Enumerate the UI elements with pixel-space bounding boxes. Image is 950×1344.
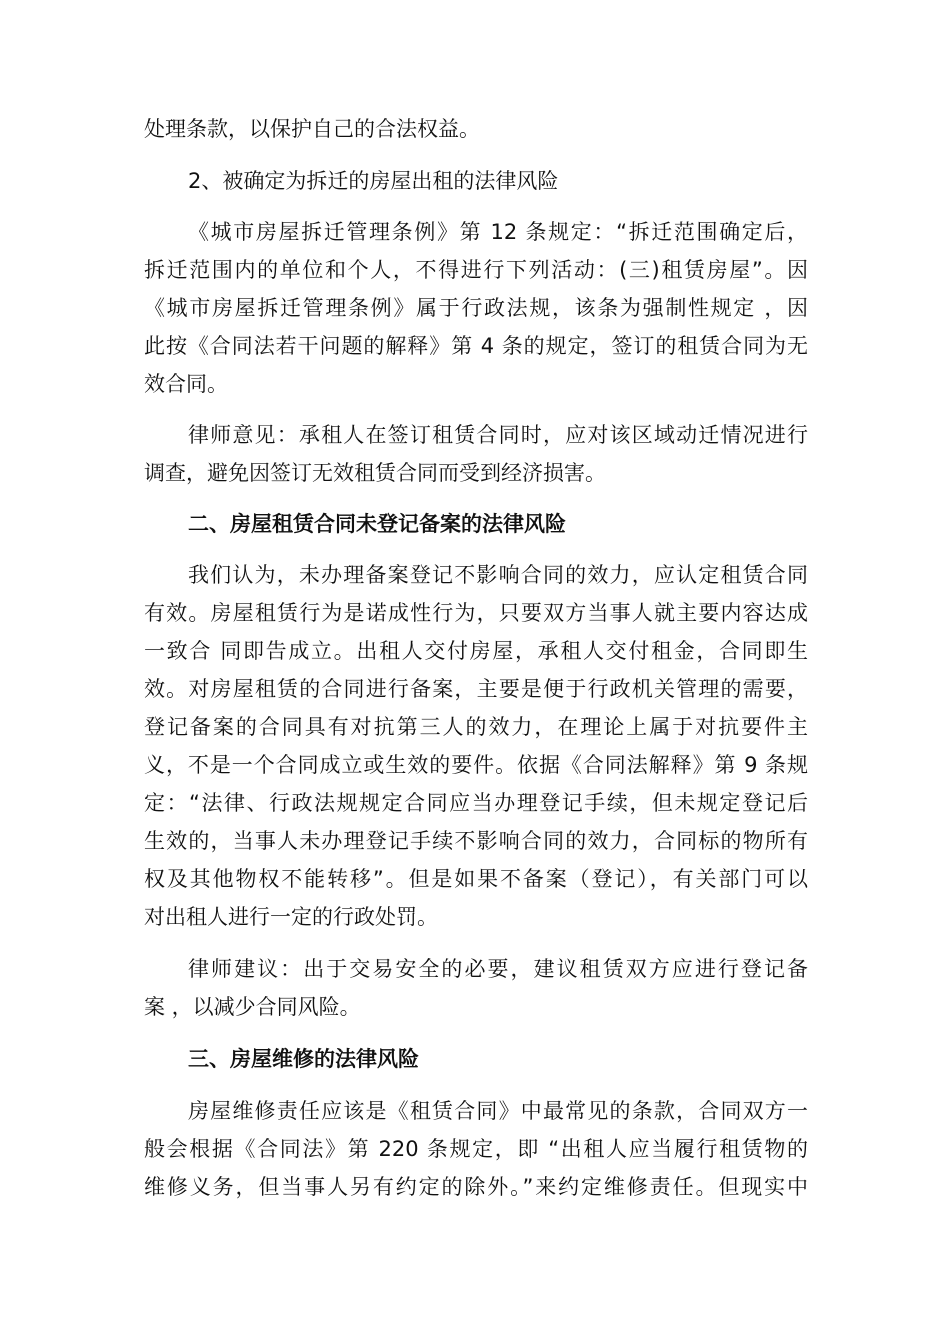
heading-text: 三、房屋维修的法律风险 bbox=[188, 1047, 419, 1071]
text-line: 律师意见：承租人在签订租赁合同时，应对该区域动迁情况进行 bbox=[188, 423, 808, 447]
text-line: 效。对房屋租赁的合同进行备案，主要是便于行政机关管理的需要， bbox=[144, 677, 808, 701]
text-line: 有效。房屋租赁行为是诺成性行为，只要双方当事人就主要内容达成 bbox=[144, 601, 808, 625]
text-line: 我们认为，未办理备案登记不影响合同的效力，应认定租赁合同 bbox=[188, 563, 808, 587]
paragraph-lawyer-opinion bbox=[144, 416, 808, 492]
heading-text: 二、房屋租赁合同未登记备案的法律风险 bbox=[188, 512, 566, 536]
text-line: 拆迁范围内的单位和个人，不得进行下列活动：(三)租赁房屋”。因 bbox=[144, 258, 808, 282]
text-line: 权及其他物权不能转移”。但是如果不备案（登记），有关部门可以 bbox=[144, 867, 808, 891]
section-heading-registration bbox=[144, 505, 808, 543]
text-line: 生效的，当事人未办理登记手续不影响合同的效力，合同标的物所有 bbox=[144, 829, 808, 853]
text-line: 律师建议：出于交易安全的必要，建议租赁双方应进行登记备 bbox=[188, 957, 808, 981]
text-line: 效合同。 bbox=[144, 372, 228, 396]
text-line: 一致合 同即告成立。出租人交付房屋，承租人交付租金，合同即生 bbox=[144, 639, 808, 663]
section-heading-maintenance bbox=[144, 1040, 808, 1078]
text-line: 调查，避免因签订无效租赁合同而受到经济损害。 bbox=[144, 461, 606, 485]
text-line: 处理条款，以保护自己的合法权益。 bbox=[144, 117, 480, 141]
paragraph-maintenance-duty bbox=[144, 1092, 808, 1206]
text-line: 此按《合同法若干问题的解释》第 4 条的规定，签订的租赁合同为无 bbox=[144, 334, 808, 358]
text-line: 《城市房屋拆迁管理条例》属于行政法规，该条为强制性规定 ，因 bbox=[144, 296, 808, 320]
text-line: 《城市房屋拆迁管理条例》第 12 条规定：“拆迁范围确定后， bbox=[188, 220, 808, 244]
subheading-demolition-risk bbox=[144, 162, 808, 200]
subheading-text: 2、被确定为拆迁的房屋出租的法律风险 bbox=[188, 169, 559, 193]
text-line: 般会根据《合同法》第 220 条规定，即 “出租人应当履行租赁物的 bbox=[144, 1137, 808, 1161]
text-line: 案 ，以减少合同风险。 bbox=[144, 995, 361, 1019]
text-line: 定：“法律、行政法规规定合同应当办理登记手续，但未规定登记后 bbox=[144, 791, 808, 815]
paragraph-registration-effect bbox=[144, 556, 808, 936]
text-line: 对出租人进行一定的行政处罚。 bbox=[144, 905, 438, 929]
paragraph-demolition-regulation bbox=[144, 213, 808, 403]
paragraph-lawyer-advice bbox=[144, 950, 808, 1026]
text-line: 房屋维修责任应该是《租赁合同》中最常见的条款，合同双方一 bbox=[188, 1099, 808, 1123]
text-line: 义，不是一个合同成立或生效的要件。依据《合同法解释》第 9 条规 bbox=[144, 753, 808, 777]
paragraph-closing-clause bbox=[144, 110, 808, 148]
text-line: 维修义务，但当事人另有约定的除外。”来约定维修责任。但现实中 bbox=[144, 1175, 808, 1199]
text-line: 登记备案的合同具有对抗第三人的效力，在理论上属于对抗要件主 bbox=[144, 715, 808, 739]
